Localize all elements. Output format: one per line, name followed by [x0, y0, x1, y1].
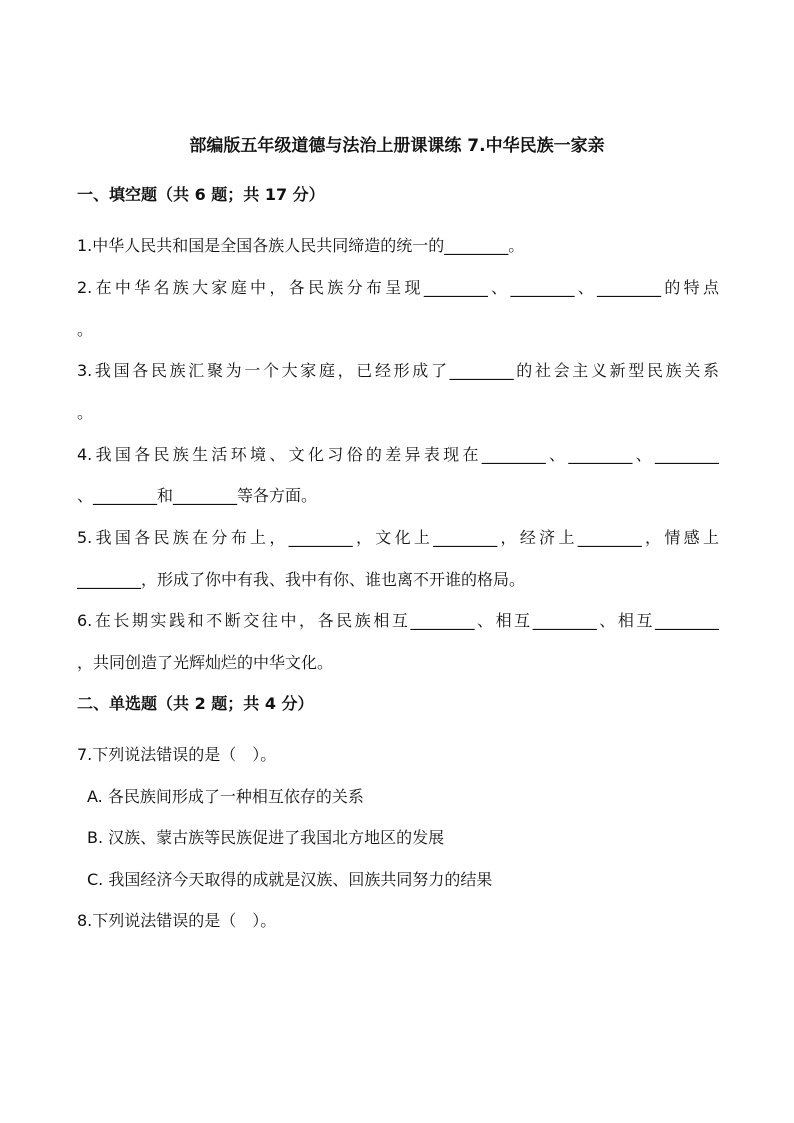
question-5-line-1: 5.我国各民族在分布上，________，文化上________，经济上________，情感上: [77, 528, 719, 547]
question-2-line-2: 。: [77, 320, 94, 339]
question-8-stem: 8.下列说法错误的是（ ）。: [77, 911, 277, 930]
document-title: 部编版五年级道德与法治上册课课练 7.中华民族一家亲: [189, 136, 605, 156]
question-3-line-1: 3.我国各民族汇聚为一个大家庭，已经形成了________的社会主义新型民族关系: [77, 361, 719, 380]
question-7-option-a: A. 各民族间形成了一种相互依存的关系: [87, 787, 364, 806]
question-6-line-2: ，共同创造了光辉灿烂的中华文化。: [77, 653, 334, 672]
section-heading-single-choice: 二、单选题（共 2 题；共 4 分）: [77, 694, 314, 713]
question-3-line-2: 。: [77, 403, 94, 422]
question-7-stem: 7.下列说法错误的是（ ）。: [77, 745, 277, 764]
question-7-option-b: B. 汉族、蒙古族等民族促进了我国北方地区的发展: [87, 828, 445, 847]
question-4-line-1: 4.我国各民族生活环境、文化习俗的差异表现在________、________、________: [77, 445, 719, 464]
question-7-option-c: C. 我国经济今天取得的成就是汉族、回族共同努力的结果: [87, 870, 493, 889]
question-4-line-2: 、________和________等各方面。: [77, 486, 318, 505]
question-1: 1.中华人民共和国是全国各族人民共同缔造的统一的________。: [77, 236, 525, 255]
question-5-line-2: ________，形成了你中有我、我中有你、谁也离不开谁的格局。: [77, 570, 526, 589]
section-heading-fill-in: 一、填空题（共 6 题；共 17 分）: [77, 185, 325, 204]
question-2-line-1: 2.在中华名族大家庭中，各民族分布呈现________、________、________的特点: [77, 278, 719, 297]
question-6-line-1: 6.在长期实践和不断交往中，各民族相互________、相互________、相互________: [77, 611, 719, 630]
